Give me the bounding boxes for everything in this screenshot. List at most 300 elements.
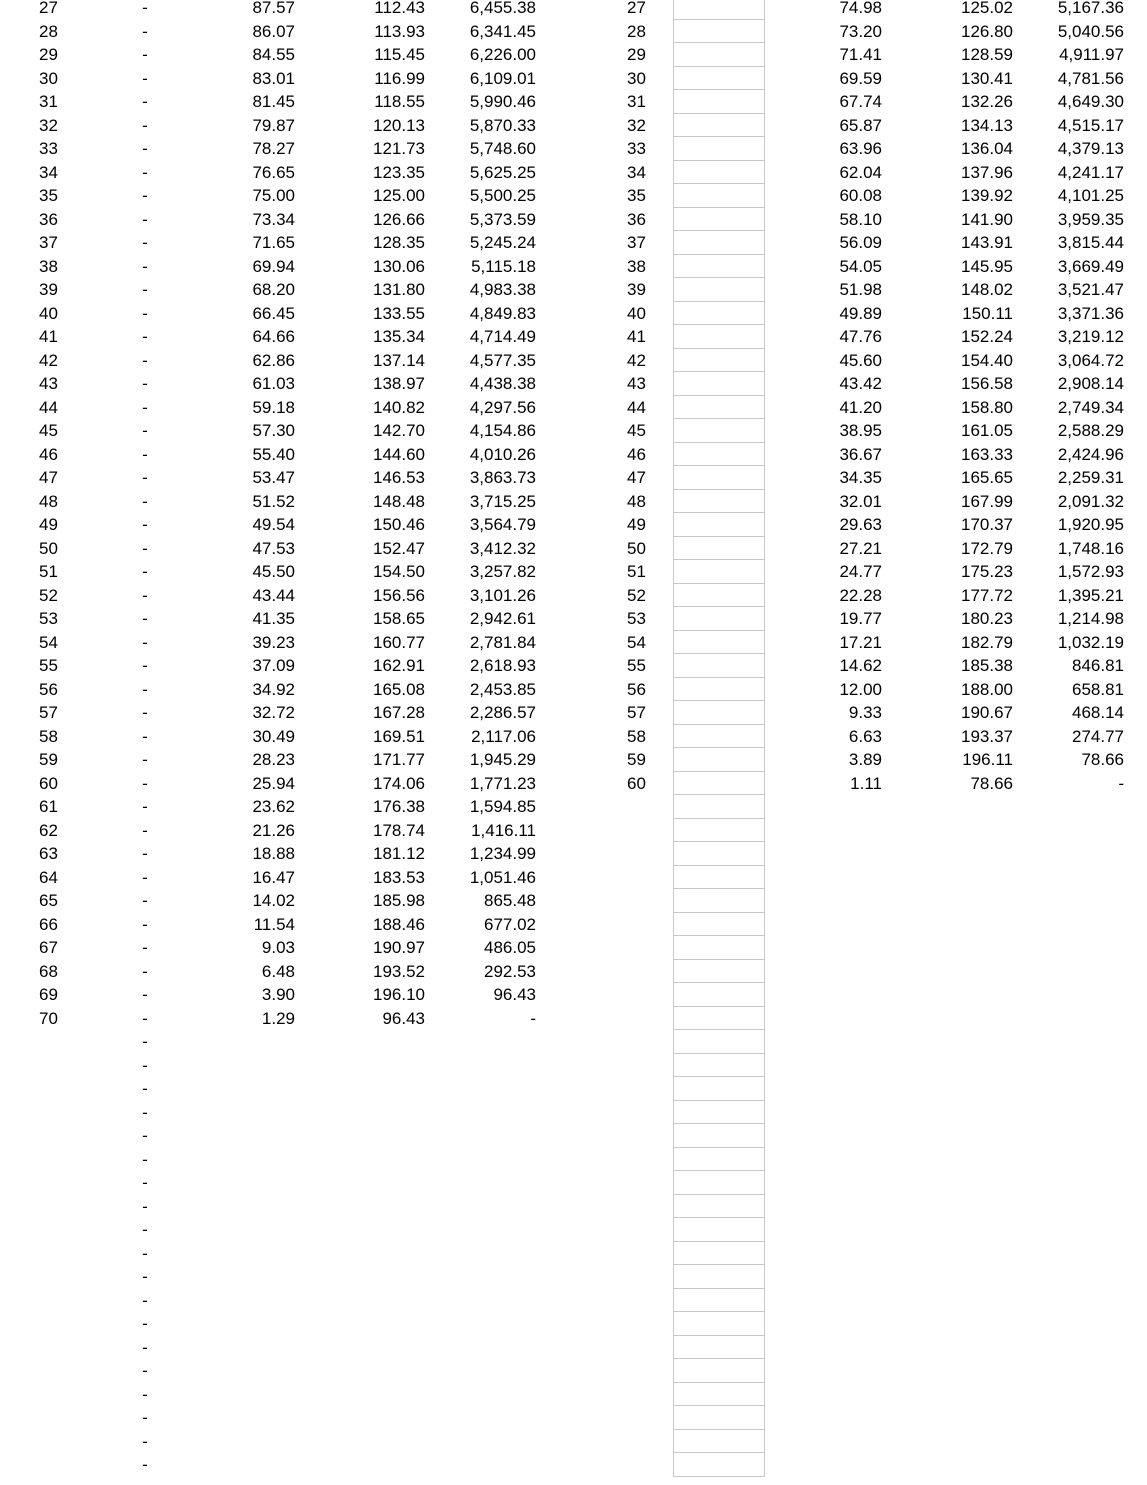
extra-payment-input-cell[interactable] xyxy=(673,1054,765,1078)
left-period-cell: 59 xyxy=(39,750,58,769)
left-balance-cell: 677.02 xyxy=(484,914,536,934)
left-principal-cell: 148.48 xyxy=(373,491,425,511)
extra-payment-input-cell[interactable] xyxy=(673,1077,765,1101)
left-extra-cell: - xyxy=(142,562,148,581)
left-period-cell: 42 xyxy=(39,350,58,370)
right-interest-cell: 51.98 xyxy=(839,280,882,299)
right-interest-cell: 9.33 xyxy=(848,703,882,722)
right-interest-cell: 36.67 xyxy=(839,444,882,464)
left-principal-cell: 121.73 xyxy=(373,139,425,158)
extra-payment-input-cell[interactable] xyxy=(673,772,765,796)
right-balance-cell: 274.77 xyxy=(1072,726,1124,746)
right-period-cell: 32 xyxy=(627,115,646,135)
extra-payment-input-cell[interactable] xyxy=(673,1171,765,1195)
left-principal-cell: 150.46 xyxy=(373,515,425,534)
left-extra-cell: - xyxy=(142,1431,148,1451)
extra-payment-input-cell[interactable] xyxy=(673,1383,765,1407)
extra-payment-input-cell[interactable] xyxy=(673,1195,765,1219)
left-extra-cell: - xyxy=(142,1408,148,1427)
table-row xyxy=(0,90,1147,114)
left-extra-cell: - xyxy=(142,1173,148,1192)
extra-payment-input-cell[interactable] xyxy=(673,513,765,537)
left-balance-cell: 3,101.26 xyxy=(469,585,536,605)
extra-payment-input-cell[interactable] xyxy=(673,748,765,772)
left-balance-cell: 2,117.06 xyxy=(471,726,536,746)
extra-payment-input-cell[interactable] xyxy=(673,419,765,443)
extra-payment-input-cell[interactable] xyxy=(673,137,765,161)
table-row xyxy=(0,1218,1147,1242)
extra-payment-input-cell[interactable] xyxy=(673,114,765,138)
left-principal-cell: 174.06 xyxy=(373,773,425,793)
left-extra-cell: - xyxy=(142,0,148,17)
right-interest-cell: 41.20 xyxy=(839,397,882,417)
right-interest-cell: 74.98 xyxy=(839,0,882,17)
left-balance-cell: 3,412.32 xyxy=(469,538,536,558)
left-extra-cell: - xyxy=(142,914,148,934)
left-extra-cell: - xyxy=(142,750,148,769)
left-period-cell: 57 xyxy=(39,703,58,722)
extra-payment-input-cell[interactable] xyxy=(673,1312,765,1336)
left-period-cell: 60 xyxy=(39,773,58,793)
left-balance-cell: 4,010.26 xyxy=(469,444,536,464)
right-principal-cell: 78.66 xyxy=(970,773,1013,793)
right-period-cell: 60 xyxy=(627,773,646,793)
right-balance-cell: 4,515.17 xyxy=(1057,115,1124,135)
right-period-cell: 36 xyxy=(627,209,646,229)
right-interest-cell: 71.41 xyxy=(839,45,882,64)
right-interest-cell: 32.01 xyxy=(839,491,882,511)
extra-payment-input-cell[interactable] xyxy=(673,678,765,702)
left-principal-cell: 144.60 xyxy=(373,444,425,464)
left-extra-cell: - xyxy=(142,397,148,417)
left-interest-cell: 83.01 xyxy=(252,68,295,88)
table-row xyxy=(0,137,1147,161)
left-balance-cell: 2,942.61 xyxy=(469,609,536,628)
left-extra-cell: - xyxy=(142,609,148,628)
extra-payment-input-cell[interactable] xyxy=(673,1359,765,1383)
table-row xyxy=(0,1054,1147,1078)
left-extra-cell: - xyxy=(142,961,148,981)
right-principal-cell: 145.95 xyxy=(961,256,1013,276)
table-row xyxy=(0,443,1147,467)
extra-payment-input-cell[interactable] xyxy=(673,654,765,678)
right-balance-cell: 2,424.96 xyxy=(1057,444,1124,464)
left-balance-cell: - xyxy=(530,1008,536,1028)
right-period-cell: 53 xyxy=(627,609,646,628)
left-principal-cell: 123.35 xyxy=(373,162,425,182)
table-row xyxy=(0,842,1147,866)
left-extra-cell: - xyxy=(142,844,148,863)
left-interest-cell: 84.55 xyxy=(252,45,295,64)
right-period-cell: 48 xyxy=(627,491,646,511)
left-extra-cell: - xyxy=(142,1149,148,1169)
left-extra-cell: - xyxy=(142,515,148,534)
left-period-cell: 58 xyxy=(39,726,58,746)
left-balance-cell: 292.53 xyxy=(484,961,536,981)
right-interest-cell: 60.08 xyxy=(839,186,882,205)
left-balance-cell: 4,438.38 xyxy=(469,374,536,393)
left-interest-cell: 61.03 xyxy=(252,374,295,393)
extra-payment-input-cell[interactable] xyxy=(673,537,765,561)
left-principal-cell: 128.35 xyxy=(373,233,425,252)
right-balance-cell: 1,920.95 xyxy=(1057,515,1124,534)
right-balance-cell: 4,911.97 xyxy=(1059,45,1124,64)
left-interest-cell: 28.23 xyxy=(252,750,295,769)
left-principal-cell: 131.80 xyxy=(373,280,425,299)
extra-payment-input-cell[interactable] xyxy=(673,1124,765,1148)
right-interest-cell: 22.28 xyxy=(839,585,882,605)
left-period-cell: 40 xyxy=(39,303,58,323)
left-principal-cell: 162.91 xyxy=(373,656,425,675)
table-row xyxy=(0,913,1147,937)
left-balance-cell: 2,286.57 xyxy=(469,703,536,722)
extra-payment-input-cell[interactable] xyxy=(673,1336,765,1360)
left-balance-cell: 865.48 xyxy=(484,891,536,910)
left-extra-cell: - xyxy=(142,1008,148,1028)
table-row xyxy=(0,20,1147,44)
left-extra-cell: - xyxy=(142,985,148,1004)
right-period-cell: 47 xyxy=(627,468,646,487)
left-balance-cell: 6,341.45 xyxy=(469,21,536,41)
right-interest-cell: 69.59 xyxy=(839,68,882,88)
extra-payment-input-cell[interactable] xyxy=(673,1406,765,1430)
right-balance-cell: 658.81 xyxy=(1072,679,1124,699)
right-interest-cell: 3.89 xyxy=(848,750,882,769)
extra-payment-input-cell[interactable] xyxy=(673,842,765,866)
left-principal-cell: 154.50 xyxy=(373,562,425,581)
left-interest-cell: 47.53 xyxy=(252,538,295,558)
left-principal-cell: 125.00 xyxy=(373,186,425,205)
extra-payment-input-cell[interactable] xyxy=(673,490,765,514)
table-row xyxy=(0,1077,1147,1101)
extra-payment-input-cell[interactable] xyxy=(673,0,765,20)
right-interest-cell: 58.10 xyxy=(839,209,882,229)
right-balance-cell: 4,101.25 xyxy=(1057,186,1124,205)
left-interest-cell: 71.65 xyxy=(252,233,295,252)
extra-payment-input-cell[interactable] xyxy=(673,1265,765,1289)
left-interest-cell: 25.94 xyxy=(252,773,295,793)
right-principal-cell: 134.13 xyxy=(961,115,1013,135)
left-interest-cell: 76.65 xyxy=(252,162,295,182)
right-principal-cell: 188.00 xyxy=(961,679,1013,699)
left-extra-cell: - xyxy=(142,421,148,440)
table-row xyxy=(0,466,1147,490)
left-extra-cell: - xyxy=(142,186,148,205)
table-row xyxy=(0,419,1147,443)
extra-payment-input-cell[interactable] xyxy=(673,1218,765,1242)
right-period-cell: 41 xyxy=(627,327,646,346)
extra-payment-input-cell[interactable] xyxy=(673,184,765,208)
left-extra-cell: - xyxy=(142,632,148,652)
left-balance-cell: 1,416.11 xyxy=(471,820,536,840)
table-row xyxy=(0,0,1147,20)
left-balance-cell: 5,245.24 xyxy=(469,233,536,252)
extra-payment-input-cell[interactable] xyxy=(673,43,765,67)
left-extra-cell: - xyxy=(142,1055,148,1075)
extra-payment-input-cell[interactable] xyxy=(673,960,765,984)
right-period-cell: 40 xyxy=(627,303,646,323)
extra-payment-input-cell[interactable] xyxy=(673,1289,765,1313)
left-period-cell: 67 xyxy=(39,938,58,957)
right-balance-cell: 3,371.36 xyxy=(1057,303,1124,323)
right-period-cell: 49 xyxy=(627,515,646,534)
left-balance-cell: 2,453.85 xyxy=(469,679,536,699)
left-period-cell: 68 xyxy=(39,961,58,981)
left-extra-cell: - xyxy=(142,280,148,299)
left-extra-cell: - xyxy=(142,1361,148,1380)
left-principal-cell: 158.65 xyxy=(373,609,425,628)
left-period-cell: 43 xyxy=(39,374,58,393)
extra-payment-input-cell[interactable] xyxy=(673,255,765,279)
extra-payment-input-cell[interactable] xyxy=(673,936,765,960)
table-row xyxy=(0,1007,1147,1031)
right-principal-cell: 193.37 xyxy=(961,726,1013,746)
left-extra-cell: - xyxy=(142,679,148,699)
left-extra-cell: - xyxy=(142,1267,148,1286)
extra-payment-input-cell[interactable] xyxy=(673,889,765,913)
right-balance-cell: 78.66 xyxy=(1081,750,1124,769)
extra-payment-input-cell[interactable] xyxy=(673,20,765,44)
left-extra-cell: - xyxy=(142,1290,148,1310)
extra-payment-input-cell[interactable] xyxy=(673,983,765,1007)
right-interest-cell: 73.20 xyxy=(839,21,882,41)
right-principal-cell: 130.41 xyxy=(961,68,1013,88)
left-period-cell: 54 xyxy=(39,632,58,652)
left-period-cell: 66 xyxy=(39,914,58,934)
table-row xyxy=(0,537,1147,561)
extra-payment-input-cell[interactable] xyxy=(673,1148,765,1172)
right-balance-cell: 2,091.32 xyxy=(1057,491,1124,511)
left-principal-cell: 185.98 xyxy=(373,891,425,910)
left-interest-cell: 86.07 xyxy=(252,21,295,41)
left-extra-cell: - xyxy=(142,1196,148,1216)
right-balance-cell: 4,379.13 xyxy=(1057,139,1124,158)
extra-payment-input-cell[interactable] xyxy=(673,1007,765,1031)
table-row xyxy=(0,513,1147,537)
left-period-cell: 47 xyxy=(39,468,58,487)
left-extra-cell: - xyxy=(142,45,148,64)
left-principal-cell: 190.97 xyxy=(373,938,425,957)
left-interest-cell: 79.87 xyxy=(252,115,295,135)
table-row xyxy=(0,631,1147,655)
table-row xyxy=(0,278,1147,302)
left-period-cell: 33 xyxy=(39,139,58,158)
extra-payment-input-cell[interactable] xyxy=(673,631,765,655)
left-interest-cell: 87.57 xyxy=(252,0,295,17)
right-principal-cell: 182.79 xyxy=(961,632,1013,652)
table-row xyxy=(0,1148,1147,1172)
right-period-cell: 29 xyxy=(627,45,646,64)
left-interest-cell: 37.09 xyxy=(252,656,295,675)
right-period-cell: 55 xyxy=(627,656,646,675)
left-period-cell: 31 xyxy=(39,92,58,111)
extra-payment-input-cell[interactable] xyxy=(673,584,765,608)
right-period-cell: 30 xyxy=(627,68,646,88)
extra-payment-input-cell[interactable] xyxy=(673,349,765,373)
extra-payment-input-cell[interactable] xyxy=(673,866,765,890)
right-balance-cell: 2,588.29 xyxy=(1057,421,1124,440)
left-interest-cell: 16.47 xyxy=(252,867,295,887)
table-row xyxy=(0,725,1147,749)
left-extra-cell: - xyxy=(142,1102,148,1122)
left-interest-cell: 1.29 xyxy=(261,1008,295,1028)
extra-payment-input-cell[interactable] xyxy=(673,443,765,467)
left-extra-cell: - xyxy=(142,1337,148,1357)
extra-payment-input-cell[interactable] xyxy=(673,67,765,91)
table-row xyxy=(0,490,1147,514)
left-extra-cell: - xyxy=(142,773,148,793)
left-principal-cell: 135.34 xyxy=(373,327,425,346)
left-period-cell: 28 xyxy=(39,21,58,41)
right-interest-cell: 56.09 xyxy=(839,233,882,252)
left-extra-cell: - xyxy=(142,1032,148,1051)
left-extra-cell: - xyxy=(142,867,148,887)
table-row xyxy=(0,654,1147,678)
table-row xyxy=(0,1383,1147,1407)
right-period-cell: 34 xyxy=(627,162,646,182)
left-balance-cell: 6,109.01 xyxy=(469,68,536,88)
table-row xyxy=(0,1124,1147,1148)
table-row xyxy=(0,701,1147,725)
table-row xyxy=(0,748,1147,772)
right-principal-cell: 152.24 xyxy=(961,327,1013,346)
left-interest-cell: 49.54 xyxy=(252,515,295,534)
right-balance-cell: 3,669.49 xyxy=(1057,256,1124,276)
extra-payment-input-cell[interactable] xyxy=(673,819,765,843)
left-interest-cell: 78.27 xyxy=(252,139,295,158)
right-interest-cell: 45.60 xyxy=(839,350,882,370)
left-extra-cell: - xyxy=(142,139,148,158)
extra-payment-input-cell[interactable] xyxy=(673,231,765,255)
left-principal-cell: 165.08 xyxy=(373,679,425,699)
left-principal-cell: 152.47 xyxy=(373,538,425,558)
left-interest-cell: 53.47 xyxy=(252,468,295,487)
right-balance-cell: 4,241.17 xyxy=(1057,162,1124,182)
left-extra-cell: - xyxy=(142,703,148,722)
table-row xyxy=(0,866,1147,890)
extra-payment-input-cell[interactable] xyxy=(673,701,765,725)
extra-payment-input-cell[interactable] xyxy=(673,725,765,749)
extra-payment-input-cell[interactable] xyxy=(673,1242,765,1266)
right-interest-cell: 63.96 xyxy=(839,139,882,158)
left-principal-cell: 133.55 xyxy=(373,303,425,323)
table-row xyxy=(0,795,1147,819)
table-row xyxy=(0,936,1147,960)
table-row xyxy=(0,43,1147,67)
left-extra-cell: - xyxy=(142,797,148,816)
left-interest-cell: 75.00 xyxy=(252,186,295,205)
right-period-cell: 58 xyxy=(627,726,646,746)
extra-payment-input-cell[interactable] xyxy=(673,795,765,819)
left-balance-cell: 1,594.85 xyxy=(469,797,536,816)
left-interest-cell: 45.50 xyxy=(252,562,295,581)
left-extra-cell: - xyxy=(142,444,148,464)
left-balance-cell: 4,983.38 xyxy=(469,280,536,299)
table-row xyxy=(0,1242,1147,1266)
extra-payment-input-cell[interactable] xyxy=(673,1430,765,1454)
left-principal-cell: 138.97 xyxy=(373,374,425,393)
left-balance-cell: 5,870.33 xyxy=(469,115,536,135)
table-row xyxy=(0,772,1147,796)
left-balance-cell: 3,257.82 xyxy=(469,562,536,581)
left-balance-cell: 2,618.93 xyxy=(469,656,536,675)
extra-payment-input-cell[interactable] xyxy=(673,161,765,185)
right-principal-cell: 143.91 xyxy=(961,233,1013,252)
extra-payment-input-cell[interactable] xyxy=(673,913,765,937)
left-extra-cell: - xyxy=(142,656,148,675)
left-extra-cell: - xyxy=(142,585,148,605)
extra-payment-input-cell[interactable] xyxy=(673,1030,765,1054)
left-extra-cell: - xyxy=(142,256,148,276)
left-extra-cell: - xyxy=(142,1220,148,1239)
left-balance-cell: 5,500.25 xyxy=(469,186,536,205)
right-principal-cell: 165.65 xyxy=(961,468,1013,487)
left-principal-cell: 196.10 xyxy=(373,985,425,1004)
left-extra-cell: - xyxy=(142,468,148,487)
right-principal-cell: 125.02 xyxy=(961,0,1013,17)
extra-payment-input-cell[interactable] xyxy=(673,208,765,232)
right-principal-cell: 175.23 xyxy=(961,562,1013,581)
table-row xyxy=(0,184,1147,208)
extra-payment-input-cell[interactable] xyxy=(673,560,765,584)
extra-payment-input-cell[interactable] xyxy=(673,325,765,349)
extra-payment-input-cell[interactable] xyxy=(673,1101,765,1125)
left-interest-cell: 21.26 xyxy=(252,820,295,840)
extra-payment-input-cell[interactable] xyxy=(673,372,765,396)
table-row xyxy=(0,1195,1147,1219)
table-row xyxy=(0,396,1147,420)
left-principal-cell: 146.53 xyxy=(373,468,425,487)
left-interest-cell: 62.86 xyxy=(252,350,295,370)
table-row xyxy=(0,1453,1147,1477)
right-balance-cell: 3,815.44 xyxy=(1057,233,1124,252)
table-row xyxy=(0,1406,1147,1430)
left-extra-cell: - xyxy=(142,68,148,88)
left-period-cell: 45 xyxy=(39,421,58,440)
left-period-cell: 52 xyxy=(39,585,58,605)
right-period-cell: 27 xyxy=(627,0,646,17)
right-balance-cell: 3,219.12 xyxy=(1057,327,1124,346)
right-interest-cell: 49.89 xyxy=(839,303,882,323)
left-balance-cell: 5,115.18 xyxy=(471,256,536,276)
left-interest-cell: 57.30 xyxy=(252,421,295,440)
right-balance-cell: 1,572.93 xyxy=(1057,562,1124,581)
extra-payment-input-cell[interactable] xyxy=(673,90,765,114)
left-extra-cell: - xyxy=(142,303,148,323)
extra-payment-input-cell[interactable] xyxy=(673,278,765,302)
extra-payment-input-cell[interactable] xyxy=(673,302,765,326)
table-row xyxy=(0,1312,1147,1336)
right-principal-cell: 126.80 xyxy=(961,21,1013,41)
table-row xyxy=(0,349,1147,373)
left-period-cell: 61 xyxy=(39,797,58,816)
left-interest-cell: 32.72 xyxy=(252,703,295,722)
extra-payment-input-cell[interactable] xyxy=(673,1453,765,1477)
left-extra-cell: - xyxy=(142,820,148,840)
left-extra-cell: - xyxy=(142,92,148,111)
right-principal-cell: 156.58 xyxy=(961,374,1013,393)
right-balance-cell: 468.14 xyxy=(1072,703,1124,722)
right-balance-cell: - xyxy=(1118,773,1124,793)
extra-payment-input-cell[interactable] xyxy=(673,396,765,420)
right-principal-cell: 185.38 xyxy=(961,656,1013,675)
left-principal-cell: 167.28 xyxy=(373,703,425,722)
table-row xyxy=(0,1430,1147,1454)
extra-payment-input-cell[interactable] xyxy=(673,607,765,631)
left-principal-cell: 118.55 xyxy=(374,92,425,111)
left-principal-cell: 142.70 xyxy=(373,421,425,440)
extra-payment-input-cell[interactable] xyxy=(673,466,765,490)
